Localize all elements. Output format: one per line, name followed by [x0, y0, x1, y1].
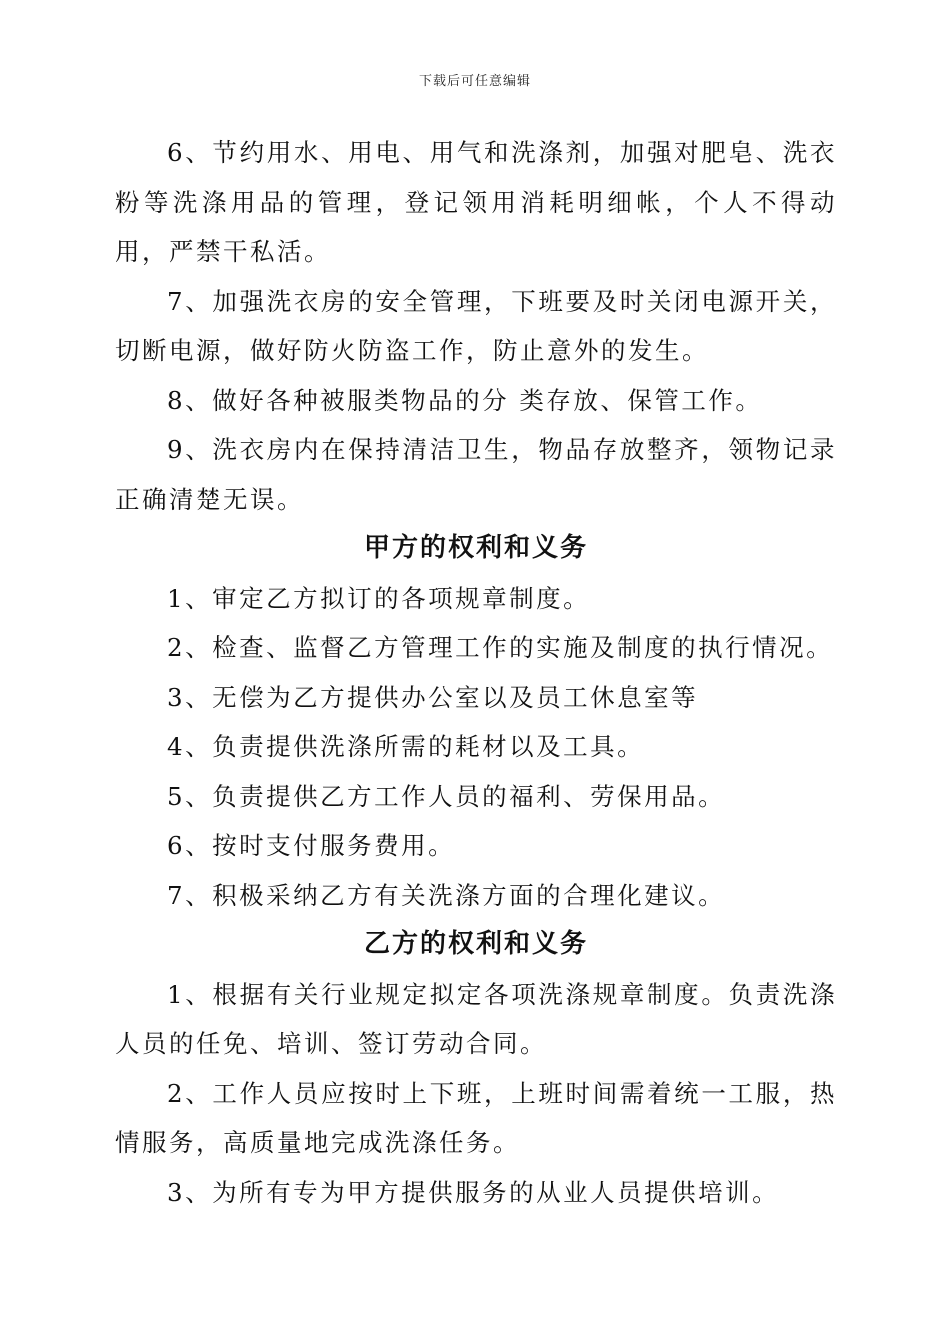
list-item: 6、节约用水、用电、用气和洗涤剂，加强对肥皂、洗衣粉等洗涤用品的管理，登记领用消耗明细帐，个人不得动用，严禁干私活。 [115, 138, 837, 266]
list-item: 3、为所有专为甲方提供服务的从业人员提供培训。 [167, 1177, 780, 1207]
list-item: 4、负责提供洗涤所需的耗材以及工具。 [167, 732, 645, 761]
list-item: 6、按时支付服务费用。 [167, 831, 456, 860]
section-heading-party-b: 乙方的权利和义务 [363, 929, 588, 959]
list-item: 7、加强洗衣房的安全管理，下班要及时关闭电源开关，切断电源，做好防火防盗工作，防止意外的发生。 [115, 286, 837, 365]
list-item: 7、积极采纳乙方有关洗涤方面的合理化建议。 [167, 880, 726, 910]
list-item: 1、审定乙方拟订的各项规章制度。 [167, 583, 591, 613]
section-heading-party-a: 甲方的权利和义务 [363, 533, 588, 563]
page-header-note: 下载后可任意编辑 [418, 74, 531, 89]
list-item: 3、无偿为乙方提供办公室以及员工休息室等 [167, 682, 699, 712]
list-item: 5、负责提供乙方工作人员的福利、劳保用品。 [167, 781, 726, 811]
list-item: 1、根据有关行业规定拟定各项洗涤规章制度。负责洗涤人员的任免、培训、签订劳动合同。 [115, 979, 837, 1058]
document-body [115, 128, 837, 1217]
list-item: 8、做好各种被服类物品的分 类存放、保管工作。 [167, 385, 763, 415]
list-item: 2、工作人员应按时上下班，上班时间需着统一工服，热情服务，高质量地完成洗涤任务。 [115, 1078, 837, 1157]
list-item: 9、洗衣房内在保持清洁卫生，物品存放整齐，领物记录正确清楚无误。 [115, 435, 837, 514]
list-item: 2、检查、监督乙方管理工作的实施及制度的执行情况。 [167, 633, 834, 662]
